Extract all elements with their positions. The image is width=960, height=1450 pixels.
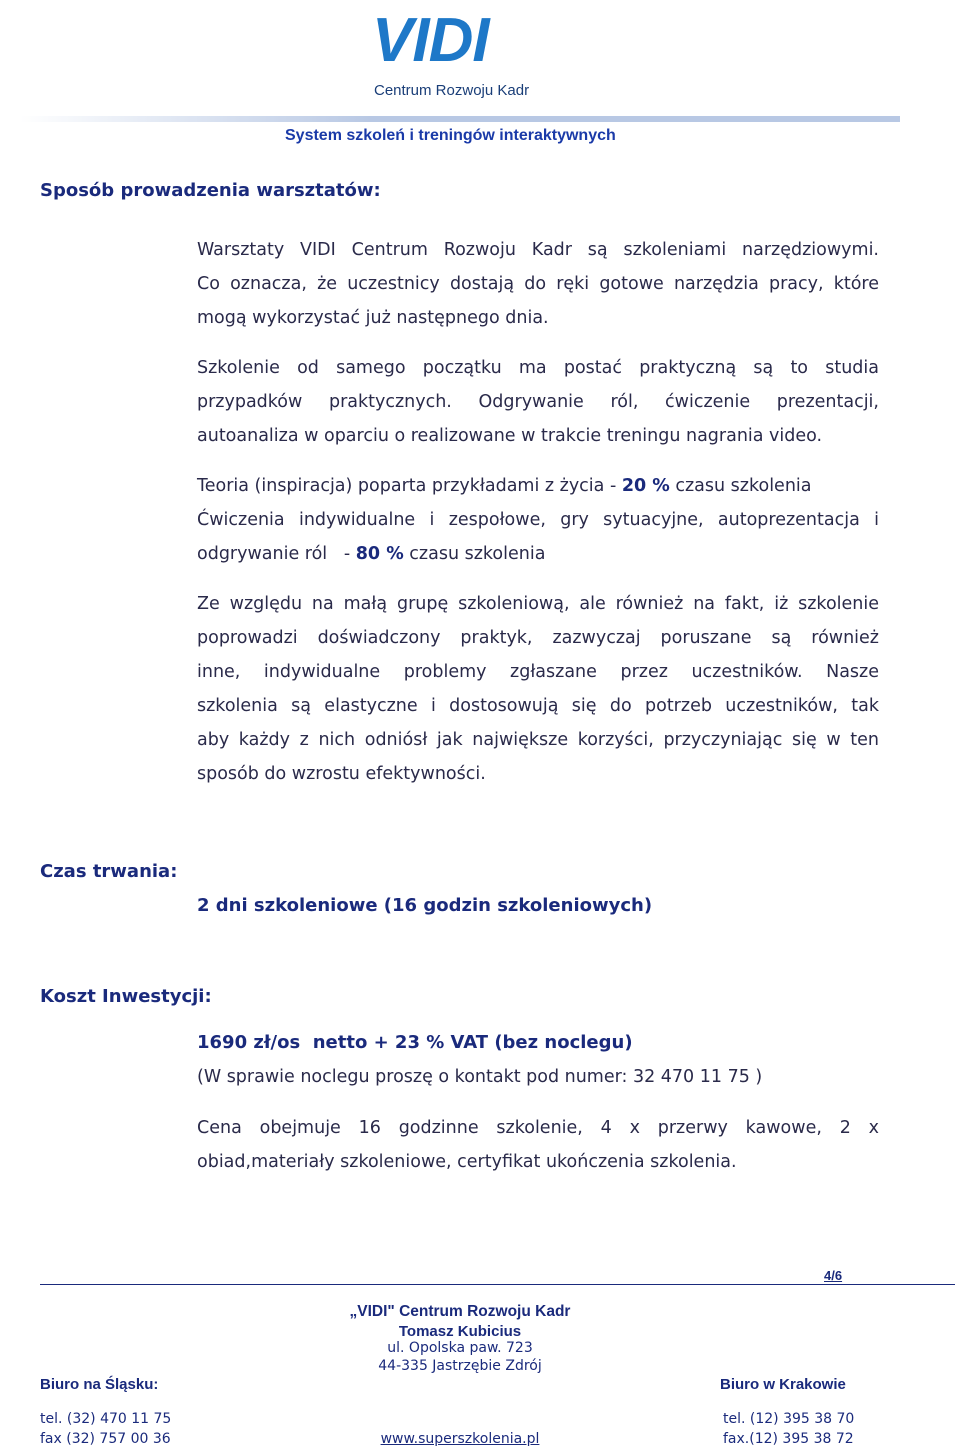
exercises-line: Ćwiczenia indywidualne i zespołowe, gry sytuacyjne, autoprezentacja i bbox=[197, 510, 879, 530]
theory-percent: 20 % bbox=[621, 476, 670, 496]
duration-value: 2 dni szkoleniowe (16 godzin szkoleniowych) bbox=[197, 895, 653, 916]
footer-person: Tomasz Kubicius bbox=[398, 1323, 522, 1340]
footer-city: 44-335 Jastrzębie Zdrój bbox=[378, 1358, 542, 1374]
footer-right-tel: tel. (12) 395 38 70 bbox=[723, 1411, 855, 1427]
logo-subtitle: Centrum Rozwoju Kadr bbox=[374, 82, 530, 99]
logo-wordmark: VIDI bbox=[372, 6, 489, 75]
paragraph-line: inne, indywidualne problemy zgłaszane przez uczestników. Nasze bbox=[197, 662, 879, 682]
footer-left-office-title: Biuro na Śląsku: bbox=[40, 1376, 159, 1393]
paragraph-line: mogą wykorzystać już następnego dnia. bbox=[197, 308, 549, 328]
paragraph-line: aby każdy z nich odniósł jak największe korzyści, przyczyniając się w ten bbox=[197, 730, 879, 750]
footer-right-fax: fax.(12) 395 38 72 bbox=[723, 1431, 854, 1447]
theory-line bbox=[197, 469, 879, 503]
paragraph-line: poprowadzi doświadczony praktyk, zazwyczaj poruszane są również bbox=[197, 628, 879, 648]
footer-company: „VIDI" Centrum Rozwoju Kadr bbox=[349, 1303, 571, 1320]
method-paragraph-1 bbox=[197, 233, 879, 335]
footer-website-link[interactable]: www.superszkolenia.pl bbox=[380, 1431, 540, 1447]
paragraph-line: Warsztaty VIDI Centrum Rozwoju Kadr są szkoleniami narzędziowymi. bbox=[197, 240, 879, 260]
footer-left-tel: tel. (32) 470 11 75 bbox=[40, 1411, 172, 1427]
roleplay-suffix: czasu szkolenia bbox=[403, 544, 546, 564]
method-heading: Sposób prowadzenia warsztatów: bbox=[40, 180, 381, 201]
method-paragraph-2 bbox=[197, 351, 879, 453]
roleplay-line bbox=[197, 537, 879, 571]
paragraph-line: Szkolenie od samego początku ma postać praktyczną są to studia bbox=[197, 358, 879, 378]
method-paragraph-3 bbox=[197, 469, 879, 571]
paragraph-line: Cena obejmuje 16 godzinne szkolenie, 4 x przerwy kawowe, 2 x bbox=[197, 1118, 879, 1138]
cost-includes bbox=[197, 1111, 879, 1179]
paragraph-line: Co oznacza, że uczestnicy dostają do ręki gotowe narzędzia pracy, które bbox=[197, 274, 879, 294]
paragraph-line: Ze względu na małą grupę szkoleniową, ale również na fakt, iż szkolenie bbox=[197, 594, 879, 614]
cost-heading: Koszt Inwestycji: bbox=[40, 986, 212, 1007]
theory-suffix: czasu szkolenia bbox=[669, 476, 812, 496]
roleplay-text: odgrywanie ról - bbox=[197, 544, 356, 564]
header-gradient-bar bbox=[20, 116, 900, 122]
footer-street: ul. Opolska paw. 723 bbox=[387, 1340, 533, 1356]
paragraph-line: obiad,materiały szkoleniowe, certyfikat ukończenia szkolenia. bbox=[197, 1152, 737, 1172]
method-paragraph-4 bbox=[197, 587, 879, 791]
paragraph-line: szkolenia są elastyczne i dostosowują się do potrzeb uczestników, tak bbox=[197, 696, 879, 716]
cost-accommodation-note: (W sprawie noclegu proszę o kontakt pod numer: 32 470 11 75 ) bbox=[197, 1067, 763, 1087]
paragraph-line: sposób do wzrostu efektywności. bbox=[197, 764, 486, 784]
duration-heading: Czas trwania: bbox=[40, 861, 178, 882]
theory-text: Teoria (inspiracja) poparta przykładami z życia - bbox=[197, 476, 622, 496]
paragraph-line: przypadków praktycznych. Odgrywanie ról, ćwiczenie prezentacji, bbox=[197, 392, 879, 412]
footer-right-office-title: Biuro w Krakowie bbox=[720, 1376, 846, 1393]
footer-left-fax: fax (32) 757 00 36 bbox=[40, 1431, 171, 1447]
footer-divider bbox=[40, 1284, 955, 1285]
page-number: 4/6 bbox=[824, 1268, 843, 1283]
header-tagline: System szkoleń i treningów interaktywnych bbox=[285, 127, 616, 144]
cost-price: 1690 zł/os netto + 23 % VAT (bez noclegu) bbox=[197, 1032, 633, 1053]
roleplay-percent: 80 % bbox=[355, 544, 404, 564]
paragraph-line: autoanaliza w oparciu o realizowane w trakcie treningu nagrania video. bbox=[197, 426, 823, 446]
vidi-logo bbox=[372, 6, 562, 106]
